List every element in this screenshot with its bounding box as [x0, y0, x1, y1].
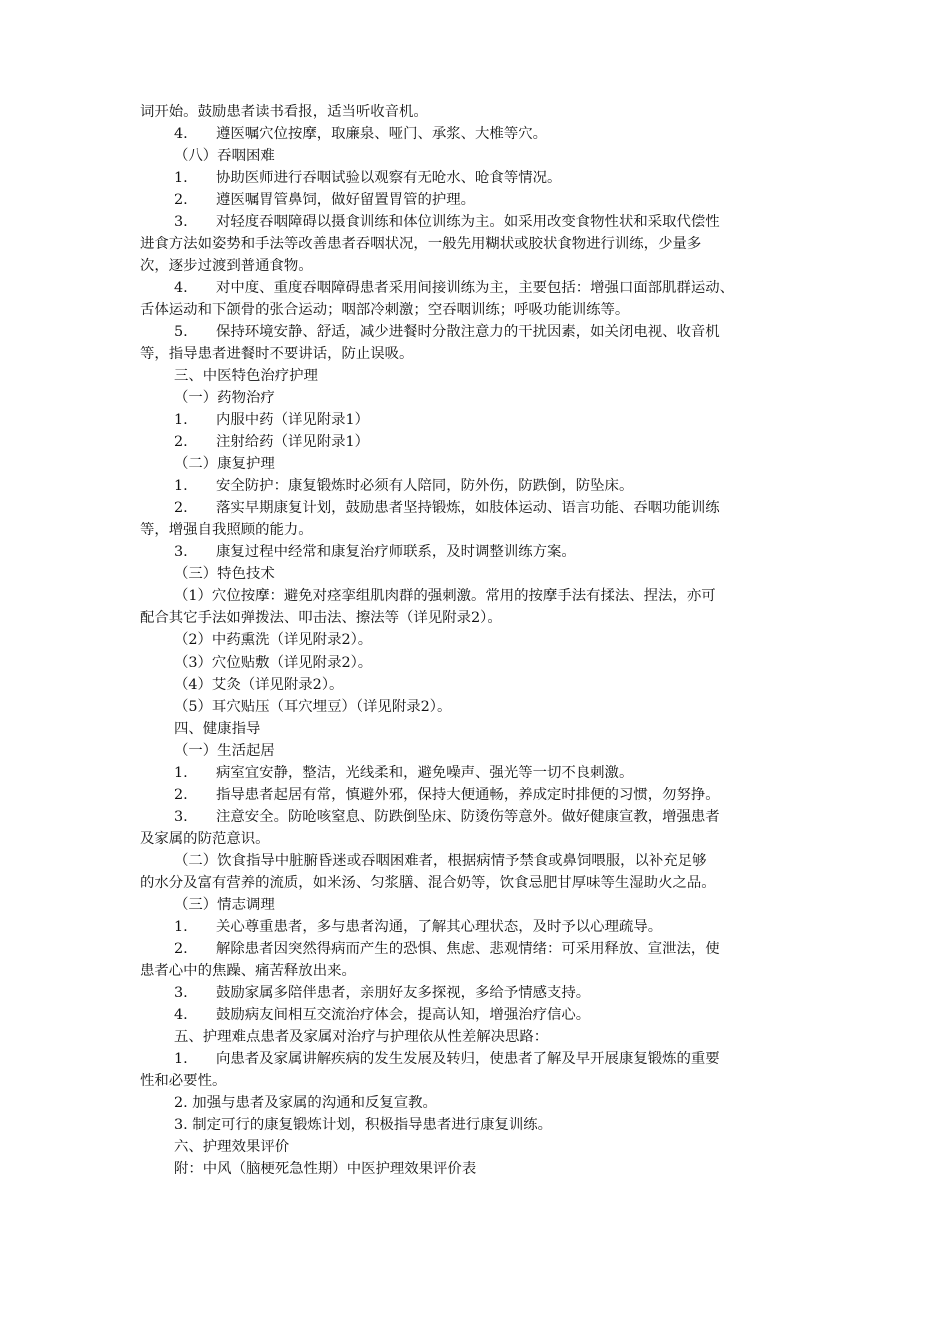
line-text: 解除患者因突然得病而产生的恐惧、焦虑、悲观情绪：可采用释放、宣泄法，使	[216, 940, 720, 957]
list-number: 1.	[174, 764, 188, 781]
text-line	[140, 321, 854, 343]
line-text: 落实早期康复计划，鼓励患者坚持锻炼，如肢体运动、语言功能、吞咽功能训练	[216, 500, 720, 517]
line-text: 安全防护：康复锻炼时必须有人陪同，防外伤，防跌倒，防坠床。	[216, 478, 634, 495]
list-number: 2.	[174, 192, 188, 209]
list-number: 2.	[174, 940, 188, 957]
text-line	[140, 585, 854, 607]
text-line	[140, 1092, 854, 1114]
line-text: （3）穴位贴敷（详见附录2）。	[174, 654, 373, 671]
text-line	[140, 145, 854, 167]
line-text: 三、中医特色治疗护理	[174, 368, 318, 385]
line-text: 的水分及富有营养的流质，如米汤、匀浆膳、混合奶等，饮食忌肥甘厚味等生湿助火之品。	[140, 874, 716, 891]
text-line	[140, 1004, 854, 1026]
text-line	[140, 828, 820, 850]
line-text: 注意安全。防呛咳窒息、防跌倒坠床、防烫伤等意外。做好健康宣教，增强患者	[216, 808, 720, 825]
list-number: 4.	[174, 1006, 188, 1023]
line-text: （一）药物治疗	[174, 390, 275, 407]
line-text: 指导患者起居有常，慎避外邪，保持大便通畅，养成定时排便的习惯，勿努挣。	[216, 786, 720, 803]
text-line	[140, 982, 854, 1004]
text-line	[140, 938, 854, 960]
list-number: 2.	[174, 786, 188, 803]
line-text: 等，指导患者进餐时不要讲话，防止误吸。	[140, 346, 414, 363]
text-line	[140, 101, 820, 123]
text-line	[140, 1026, 854, 1048]
line-text: （4）艾灸（详见附录2）。	[174, 676, 344, 693]
list-number: 3.	[174, 544, 188, 561]
line-text: 次，逐步过渡到普通食物。	[140, 258, 313, 275]
list-number: 1.	[174, 412, 188, 429]
line-text: （二）康复护理	[174, 456, 275, 473]
line-text: （二）饮食指导中脏腑昏迷或吞咽困难者，根据病情予禁食或鼻饲喂服，以补充足够	[174, 852, 707, 869]
text-line	[140, 806, 854, 828]
list-number: 4.	[174, 280, 188, 297]
text-line	[140, 497, 854, 519]
list-number: 3.	[174, 214, 188, 231]
line-text: 五、护理难点患者及家属对治疗与护理依从性差解决思路：	[174, 1028, 549, 1045]
text-line	[140, 1136, 854, 1158]
list-number: 3.	[174, 984, 188, 1001]
text-line	[140, 563, 854, 585]
text-line	[140, 850, 854, 872]
line-text: （三）特色技术	[174, 566, 275, 583]
text-line	[140, 629, 854, 651]
text-line	[140, 519, 820, 541]
line-text: 3. 制定可行的康复锻炼计划，积极指导患者进行康复训练。	[174, 1116, 553, 1133]
list-number: 5.	[174, 324, 188, 341]
text-line	[140, 189, 854, 211]
line-text: 六、护理效果评价	[174, 1138, 290, 1155]
text-line	[140, 409, 854, 431]
line-text: 配合其它手法如弹拨法、叩击法、擦法等（详见附录2）。	[140, 610, 502, 627]
line-text: 词开始。鼓励患者读书看报，适当听收音机。	[140, 104, 428, 120]
line-text: 关心尊重患者，多与患者沟通，了解其心理状态，及时予以心理疏导。	[216, 918, 663, 935]
text-line	[140, 167, 854, 189]
text-line	[140, 784, 854, 806]
text-line	[140, 431, 854, 453]
line-text: （三）情志调理	[174, 896, 275, 913]
line-text: 协助医师进行吞咽试验以观察有无呛水、呛食等情况。	[216, 170, 562, 187]
text-line	[140, 343, 820, 365]
text-line	[140, 718, 854, 740]
line-text: 康复过程中经常和康复治疗师联系，及时调整训练方案。	[216, 544, 576, 561]
line-text: 对轻度吞咽障碍以摄食训练和体位训练为主。如采用改变食物性状和采取代偿性	[216, 214, 720, 231]
line-text: 保持环境安静、舒适，减少进餐时分散注意力的干扰因素，如关闭电视、收音机	[216, 324, 720, 341]
list-number: 2.	[174, 434, 188, 451]
line-text: 鼓励病友间相互交流治疗体会，提高认知，增强治疗信心。	[216, 1006, 591, 1023]
text-line	[140, 1048, 854, 1070]
text-line	[140, 674, 854, 696]
line-text: 及家属的防范意识。	[140, 830, 270, 847]
text-line	[140, 916, 854, 938]
line-text: 舌体运动和下颌骨的张合运动；咽部冷刺激；空吞咽训练；呼吸功能训练等。	[140, 302, 630, 319]
line-text: 进食方法如姿势和手法等改善患者吞咽状况，一般先用糊状或胶状食物进行训练，少量多	[140, 236, 702, 253]
text-line	[140, 762, 854, 784]
text-line	[140, 960, 820, 982]
text-line	[140, 387, 854, 409]
line-text: 附：中风（脑梗死急性期）中医护理效果评价表	[174, 1160, 477, 1177]
line-text: 四、健康指导	[174, 720, 261, 737]
line-text: 性和必要性。	[140, 1072, 227, 1089]
text-line	[140, 872, 820, 894]
line-text: 内服中药（详见附录1）	[216, 412, 370, 429]
line-text: 遵医嘱穴位按摩，取廉泉、哑门、承浆、大椎等穴。	[216, 126, 547, 143]
line-text: 等，增强自我照顾的能力。	[140, 522, 313, 539]
list-number: 2.	[174, 500, 188, 517]
text-line	[140, 277, 854, 299]
text-line	[140, 233, 820, 255]
list-number: 1.	[174, 170, 188, 187]
line-text: 2. 加强与患者及家属的沟通和反复宣教。	[174, 1094, 437, 1111]
text-line	[140, 652, 854, 674]
list-number: 1.	[174, 1050, 188, 1067]
text-line	[140, 299, 820, 321]
text-line	[140, 1158, 854, 1180]
line-text: 向患者及家属讲解疾病的发生发展及转归，使患者了解及早开展康复锻炼的重要	[216, 1050, 720, 1067]
text-line	[140, 541, 854, 563]
line-text: 病室宜安静，整洁，光线柔和，避免噪声、强光等一切不良刺激。	[216, 764, 634, 781]
line-text: （2）中药熏洗（详见附录2）。	[174, 632, 373, 649]
text-line	[140, 607, 820, 629]
line-text: 遵医嘱胃管鼻饲，做好留置胃管的护理。	[216, 192, 476, 209]
list-number: 3.	[174, 808, 188, 825]
text-line	[140, 696, 854, 718]
list-number: 4.	[174, 126, 188, 143]
text-line	[140, 365, 854, 387]
text-line	[140, 740, 854, 762]
text-line	[140, 894, 854, 916]
line-text: （一）生活起居	[174, 742, 275, 759]
text-line	[140, 211, 854, 233]
line-text: 注射给药（详见附录1）	[216, 434, 370, 451]
text-line	[140, 255, 820, 277]
line-text: 鼓励家属多陪伴患者，亲朋好友多探视，多给予情感支持。	[216, 984, 591, 1001]
text-line	[140, 1114, 854, 1136]
text-line	[140, 1070, 820, 1092]
text-line	[140, 453, 854, 475]
line-text: （1）穴位按摩：避免对痉挛组肌肉群的强刺激。常用的按摩手法有揉法、捏法，亦可	[174, 588, 716, 605]
line-text: （5）耳穴贴压（耳穴埋豆）（详见附录2）。	[174, 698, 452, 715]
list-number: 1.	[174, 478, 188, 495]
list-number: 1.	[174, 918, 188, 935]
line-text: （八）吞咽困难	[174, 148, 275, 165]
line-text: 对中度、重度吞咽障碍患者采用间接训练为主，主要包括：增强口面部肌群运动、	[216, 280, 735, 297]
line-text: 患者心中的焦躁、痛苦释放出来。	[140, 962, 356, 979]
text-line	[140, 123, 854, 145]
text-line	[140, 475, 854, 497]
